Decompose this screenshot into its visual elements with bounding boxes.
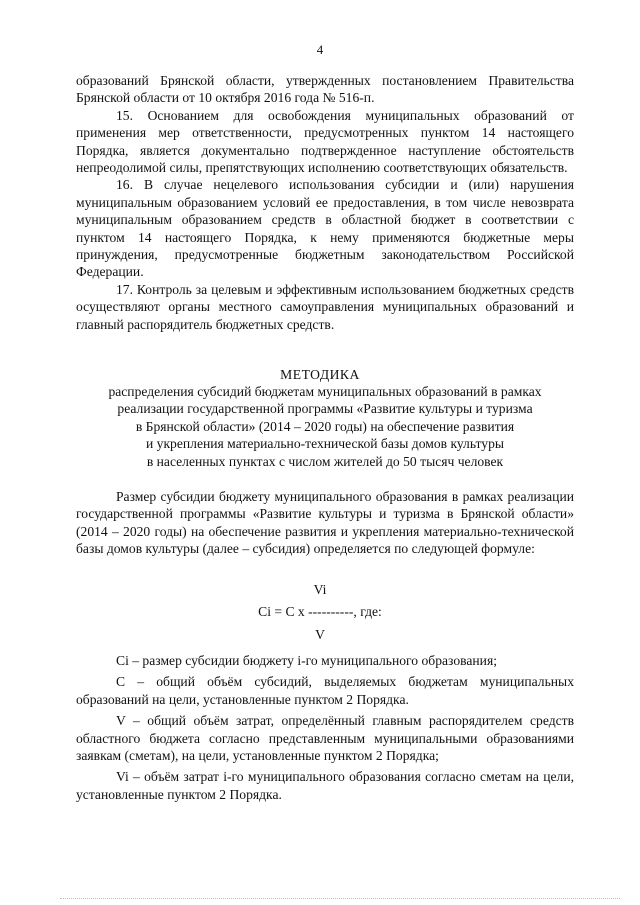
subtitle-line: в Брянской области» (2014 – 2020 годы) на обеспечение развития — [135, 418, 515, 434]
methodology-title: МЕТОДИКА — [280, 367, 360, 382]
page-number: 4 — [316, 42, 324, 57]
formula-denominator: V — [315, 627, 325, 642]
methodology-subtitle — [76, 383, 574, 470]
definition-vi: Vi – объём затрат i-го муниципального образования согласно сметам на цели, установленные пунктом 2 Порядка. — [76, 769, 574, 802]
paragraph-16: 16. В случае нецелевого использования субсидии и (или) нарушения муниципальным образованием условий ее предоставления, в том числе невозврата муниципальным образованием средств в областной бюджет в соответствии с пунктом 14 настоящего Порядка, к нему применяются бюджетные меры принуждения, предусмотренные бюджетным законодательством Российской Федерации. — [76, 177, 574, 280]
subtitle-line: распределения субсидий бюджетам муниципальных образований в рамках — [108, 384, 542, 399]
definitions-section — [76, 652, 574, 807]
definition-v: V – общий объём затрат, определённый главным распорядителем средств областного бюджета согласно представленным муниципальными образованиями заявкам (сметам), на цели, установленные пунктом 2 Порядка; — [76, 713, 574, 764]
paragraph-17: 17. Контроль за целевым и эффективным использованием бюджетных средств осуществляют органы местного самоуправления муниципальных образований и главный распорядитель бюджетных средств. — [76, 281, 574, 332]
continuation-section — [76, 72, 574, 333]
definition-c: C – общий объём субсидий, выделяемых бюджетам муниципальных образований на цели, установленные пунктом 2 Порядка. — [76, 674, 574, 707]
subtitle-line: в населенных пунктах с числом жителей до 50 тысяч человек — [146, 453, 504, 469]
formula-numerator: Vi — [313, 582, 327, 597]
subtitle-line: реализации государственной программы «Развитие культуры и туризма — [117, 401, 533, 417]
subtitle-line: и укрепления материально-технической базы домов культуры — [145, 436, 505, 452]
paragraph-15: 15. Основанием для освобождения муниципальных образований от применения мер ответственности, предусмотренных пунктом 14 настоящего Порядка, является документально подтвержденное наступление обстоятельств непреодолимой силы, препятствующих исполнению соответствующих обязательств. — [76, 107, 574, 176]
methodology-intro-section — [76, 488, 574, 558]
scan-artifact-line — [60, 898, 620, 900]
methodology-intro: Размер субсидии бюджету муниципального образования в рамках реализации государственной программы «Развитие культуры и туризма в Брянской области» (2014 – 2020 годы) на обеспечение развития и укрепления материально-технической базы домов культуры (далее – субсидия) определяется по следующей формуле: — [76, 489, 574, 557]
formula-main: Ci = C x ----------, где: — [258, 604, 382, 619]
definition-ci: Ci – размер субсидии бюджету i-го муниципального образования; — [116, 653, 497, 668]
paragraph-continued: образований Брянской области, утвержденных постановлением Правительства Брянской области от 10 октября 2016 года № 516-п. — [76, 73, 574, 106]
